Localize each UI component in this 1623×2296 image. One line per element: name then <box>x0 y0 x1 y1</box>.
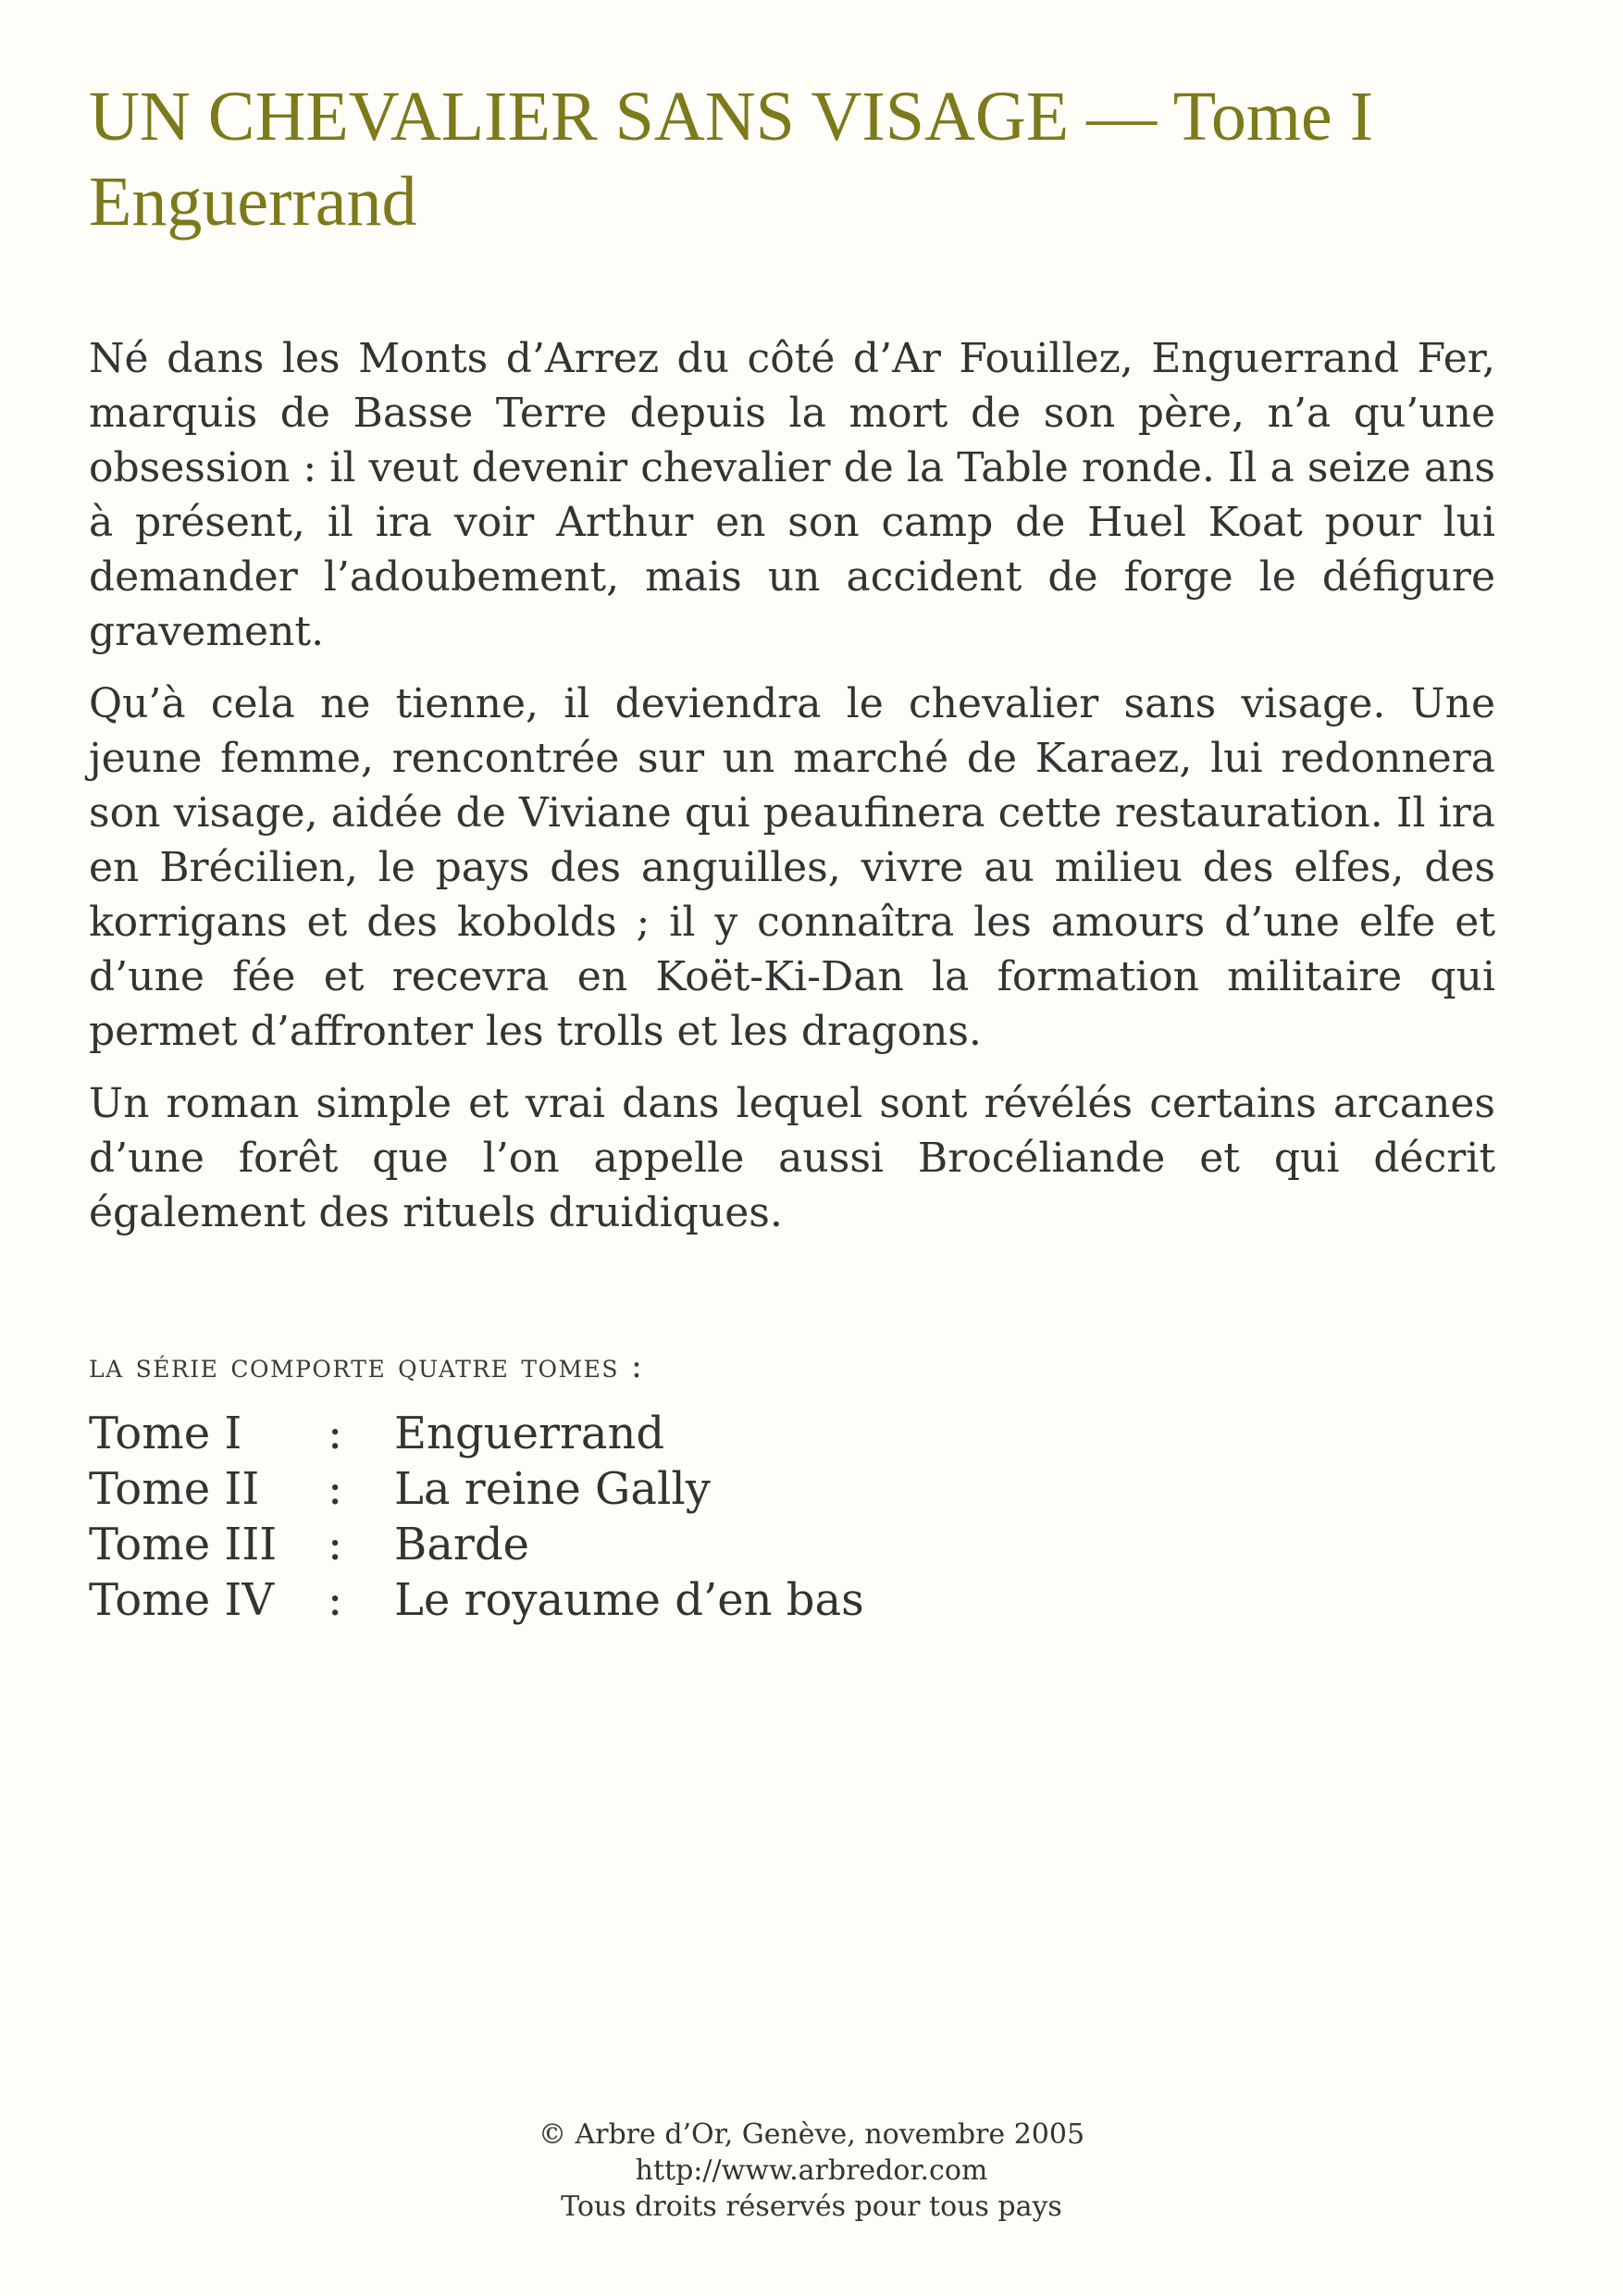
page-title <box>89 74 1495 244</box>
synopsis-paragraph-2: Qu’à cela ne tienne, il deviendra le chevalier sans visage. Une jeune femme, rencontrée sur un marché de Karaez, lui redonnera son visage, aidée de Viviane qui peaufinera cette restauration. Il ira en Brécilien, le pays des anguilles, vivre au milieu des elfes, des korrigans et des kobolds ; il y connaîtra les amours d’une elfe et d’une fée et recevra en Koët-Ki-Dan la formation militaire qui permet d’affronter les trolls et les dragons. <box>89 680 1495 1055</box>
tome-separator: : <box>328 1463 343 1515</box>
tome-number: Tome II <box>89 1463 260 1515</box>
tome-name: Le royaume d’en bas <box>394 1574 864 1626</box>
title-line-2: Enguerrand <box>89 163 417 241</box>
synopsis-paragraph-3: Un roman simple et vrai dans lequel sont révélés certains arcanes d’une forêt que l’on appelle aussi Brocéliande et qui décrit également des rituels druidiques. <box>89 1080 1495 1236</box>
tome-list <box>89 1406 1495 1628</box>
tome-name: Barde <box>394 1519 529 1570</box>
website-url: http://www.arbredor.com <box>635 2154 988 2187</box>
page-content <box>89 74 1495 1628</box>
copyright-notice: © Arbre d’Or, Genève, novembre 2005 <box>538 2118 1085 2151</box>
tome-number: Tome I <box>89 1408 242 1459</box>
title-line-1: UN CHEVALIER SANS VISAGE — Tome I <box>89 78 1374 155</box>
tome-row <box>89 1461 1495 1517</box>
rights-notice: Tous droits réservés pour tous pays <box>561 2191 1062 2223</box>
footer <box>0 2116 1623 2225</box>
tome-number: Tome IV <box>89 1574 274 1626</box>
tome-separator: : <box>328 1408 343 1459</box>
series-heading: la série comporte quatre tomes : <box>89 1347 644 1385</box>
synopsis-paragraph-1: Né dans les Monts d’Arrez du côté d’Ar Fouillez, Enguerrand Fer, marquis de Basse Terre depuis la mort de son père, n’a qu’une obsession : il veut devenir chevalier de la Table ronde. Il a seize ans à présent, il ira voir Arthur en son camp de Huel Koat pour lui demander l’adoubement, mais un accident de forge le défigure gravement. <box>89 335 1495 655</box>
synopsis <box>89 331 1495 1240</box>
tome-name: Enguerrand <box>394 1408 665 1459</box>
tome-row <box>89 1406 1495 1461</box>
tome-separator: : <box>328 1574 343 1626</box>
tome-separator: : <box>328 1519 343 1570</box>
tome-number: Tome III <box>89 1519 278 1570</box>
tome-name: La reine Gally <box>394 1463 711 1515</box>
tome-row <box>89 1517 1495 1572</box>
tome-row <box>89 1572 1495 1628</box>
